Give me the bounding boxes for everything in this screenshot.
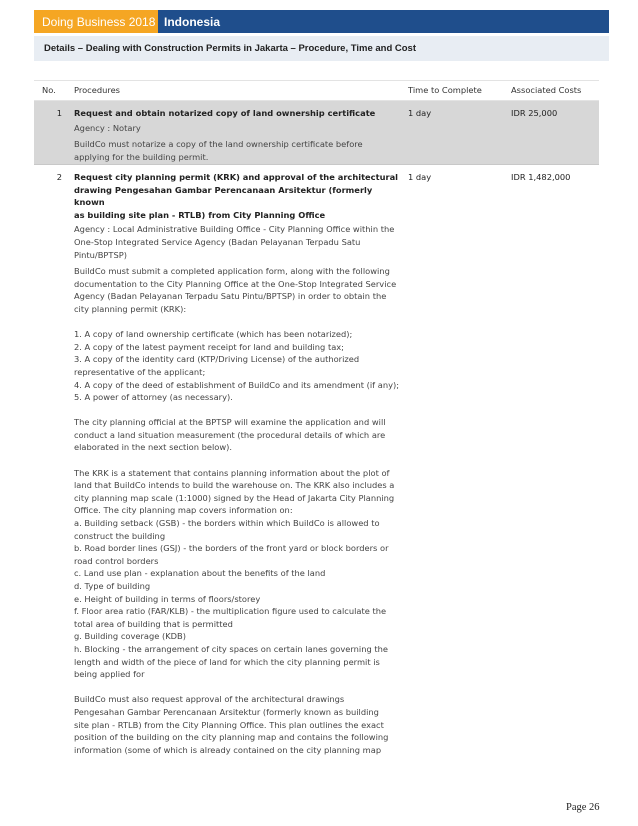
country-name: Indonesia (158, 10, 609, 33)
report-header (34, 10, 609, 33)
procedure-agency: Agency : Notary (74, 122, 141, 133)
procedure-cell (68, 171, 402, 756)
col-header-time: Time to Complete (408, 85, 482, 96)
procedure-time: 1 day (408, 172, 432, 182)
col-header-procedures: Procedures (74, 85, 121, 96)
procedure-description: BuildCo must submit a completed application form, along with the following documentation to the City Planning Office at the One-Stop Integrated Service Agency (Badan Pelayanan Terpadu Satu Pintu/BPTSP) in order to obtain the city planning permit (KRK): 1. A copy of land ownership certificate (which has been notarized); 2. A copy of the latest payment receipt for land and building tax; 3. A copy of the identity card (KTP/Driving License) of the authorized representative of the applicant; 4. A copy of the deed of establishment of BuildCo and its amendment (if any); 5. A power of attorney (as necessary). The city planning official at the BPTSP will examine the application and will conduct a land situation measurement (the procedural details of which are elaborated in the next section below). The KRK is a statement that contains planning information about the plot of land that BuildCo intends to build the warehouse on. The KRK also includes a city planning map scale (1:1000) signed by the Head of Jakarta City Planning Office. The city planning map covers information on: a. Building setback (GSB) - the borders within which BuildCo is allowed to construct the building b. Road border lines (GSJ) - the borders of the front yard or block borders or road control borders c. Land use plan - explanation about the benefits of the land d. Type of building e. Height of building in terms of floors/storey f. Floor area ratio (FAR/KLB) - the multiplication figure used to calculate the total area of building that is permitted g. Building coverage (KDB) h. Blocking - the arrangement of city spaces on certain lanes governing the length and width of the piece of land for which the city planning permit is being applied for BuildCo must also request approval of the architectural drawings Pengesahan Gambar Perencanaan Arsitektur (formerly known as building site plan - RTLB) from the City Planning Office. This plan outlines the exact position of the building on the city planning map and contains the following information (some of which is already contained on the city planning map (74, 266, 400, 755)
col-header-no: No. (42, 85, 56, 96)
procedures-table (34, 80, 599, 756)
procedure-time: 1 day (408, 108, 432, 118)
col-header-cost: Associated Costs (511, 85, 582, 96)
page-number: Page 26 (566, 802, 600, 813)
procedure-cost: IDR 1,482,000 (511, 172, 571, 182)
table-header (34, 80, 599, 101)
table-row (34, 101, 599, 165)
table-row (34, 165, 599, 756)
procedure-agency: Agency : Local Administrative Building Office - City Planning Office within the One-Stop Integrated Service Agency (Badan Pelayanan Terpadu Satu Pintu/BPTSP) (74, 224, 395, 260)
report-name: Doing Business 2018 (34, 10, 158, 33)
section-title: Details – Dealing with Construction Permits in Jakarta – Procedure, Time and Cost (34, 36, 609, 61)
procedure-description: BuildCo must notarize a copy of the land ownership certificate before applying for the building permit. (74, 139, 363, 162)
procedure-number: 1 (56, 108, 62, 118)
procedure-title: Request and obtain notarized copy of land ownership certificate (74, 108, 376, 118)
procedure-cost: IDR 25,000 (511, 108, 558, 118)
procedure-number: 2 (56, 172, 62, 182)
procedure-cell (68, 107, 402, 164)
procedure-title: Request city planning permit (KRK) and approval of the architectural drawing Pengesahan Gambar Perencanaan Arsitektur (formerly known as building site plan - RTLB) from City Planning Office (74, 172, 399, 220)
